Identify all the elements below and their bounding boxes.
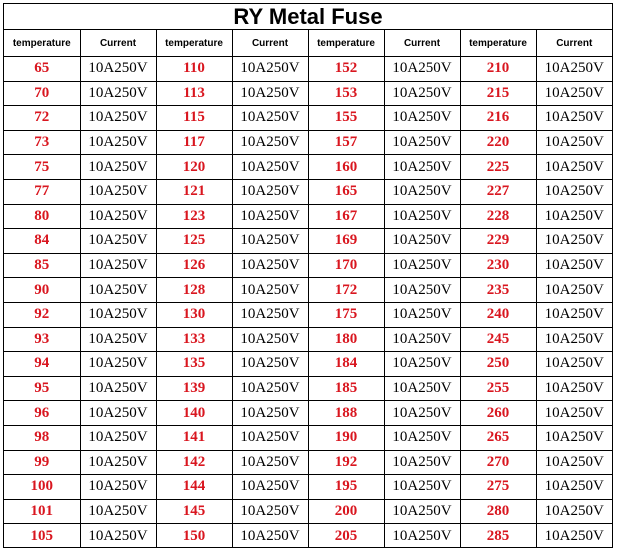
temperature-cell: 120 [156, 155, 232, 180]
temperature-cell: 192 [308, 450, 384, 475]
page-title: RY Metal Fuse [4, 4, 612, 30]
temperature-cell: 70 [4, 81, 80, 106]
temperature-cell: 94 [4, 352, 80, 377]
temperature-cell: 157 [308, 130, 384, 155]
current-cell: 10A250V [536, 204, 612, 229]
temperature-cell: 85 [4, 253, 80, 278]
current-cell: 10A250V [384, 106, 460, 131]
current-cell: 10A250V [80, 499, 156, 524]
current-cell: 10A250V [80, 327, 156, 352]
temperature-cell: 130 [156, 302, 232, 327]
current-cell: 10A250V [536, 327, 612, 352]
temperature-cell: 270 [460, 450, 536, 475]
temperature-cell: 117 [156, 130, 232, 155]
current-cell: 10A250V [232, 524, 308, 548]
current-cell: 10A250V [536, 253, 612, 278]
current-cell: 10A250V [232, 302, 308, 327]
temperature-cell: 121 [156, 179, 232, 204]
temperature-cell: 99 [4, 450, 80, 475]
temperature-cell: 110 [156, 57, 232, 82]
current-cell: 10A250V [384, 253, 460, 278]
current-cell: 10A250V [232, 179, 308, 204]
current-cell: 10A250V [384, 57, 460, 82]
temperature-header: temperature [156, 30, 232, 57]
table-row [4, 524, 612, 548]
table-row [4, 302, 612, 327]
current-cell: 10A250V [536, 155, 612, 180]
temperature-cell: 144 [156, 475, 232, 500]
current-cell: 10A250V [232, 106, 308, 131]
temperature-cell: 180 [308, 327, 384, 352]
current-cell: 10A250V [536, 179, 612, 204]
current-cell: 10A250V [536, 278, 612, 303]
current-cell: 10A250V [384, 450, 460, 475]
current-cell: 10A250V [384, 155, 460, 180]
temperature-cell: 227 [460, 179, 536, 204]
temperature-cell: 90 [4, 278, 80, 303]
current-cell: 10A250V [536, 401, 612, 426]
current-cell: 10A250V [536, 475, 612, 500]
current-cell: 10A250V [232, 155, 308, 180]
temperature-cell: 235 [460, 278, 536, 303]
temperature-cell: 188 [308, 401, 384, 426]
current-cell: 10A250V [536, 106, 612, 131]
temperature-cell: 228 [460, 204, 536, 229]
current-cell: 10A250V [536, 450, 612, 475]
current-cell: 10A250V [80, 376, 156, 401]
temperature-cell: 150 [156, 524, 232, 548]
temperature-cell: 215 [460, 81, 536, 106]
current-header: Current [536, 30, 612, 57]
current-cell: 10A250V [80, 278, 156, 303]
current-header: Current [384, 30, 460, 57]
current-cell: 10A250V [384, 524, 460, 548]
temperature-cell: 280 [460, 499, 536, 524]
temperature-cell: 152 [308, 57, 384, 82]
temperature-cell: 77 [4, 179, 80, 204]
current-cell: 10A250V [80, 450, 156, 475]
table-row [4, 179, 612, 204]
temperature-cell: 155 [308, 106, 384, 131]
table-row [4, 106, 612, 131]
current-cell: 10A250V [536, 81, 612, 106]
table-row [4, 376, 612, 401]
current-cell: 10A250V [80, 229, 156, 254]
temperature-cell: 172 [308, 278, 384, 303]
header-row [4, 30, 612, 57]
fuse-spec-sheet [3, 3, 613, 548]
current-cell: 10A250V [80, 179, 156, 204]
current-cell: 10A250V [232, 450, 308, 475]
temperature-cell: 184 [308, 352, 384, 377]
current-cell: 10A250V [80, 155, 156, 180]
current-cell: 10A250V [232, 253, 308, 278]
temperature-cell: 73 [4, 130, 80, 155]
temperature-cell: 93 [4, 327, 80, 352]
current-cell: 10A250V [384, 425, 460, 450]
temperature-cell: 123 [156, 204, 232, 229]
temperature-cell: 255 [460, 376, 536, 401]
temperature-cell: 169 [308, 229, 384, 254]
temperature-cell: 142 [156, 450, 232, 475]
temperature-cell: 140 [156, 401, 232, 426]
current-cell: 10A250V [536, 57, 612, 82]
current-cell: 10A250V [80, 425, 156, 450]
current-cell: 10A250V [384, 327, 460, 352]
temperature-cell: 230 [460, 253, 536, 278]
temperature-cell: 141 [156, 425, 232, 450]
temperature-cell: 250 [460, 352, 536, 377]
current-cell: 10A250V [536, 130, 612, 155]
temperature-cell: 200 [308, 499, 384, 524]
table-row [4, 475, 612, 500]
current-cell: 10A250V [384, 475, 460, 500]
temperature-cell: 175 [308, 302, 384, 327]
temperature-cell: 72 [4, 106, 80, 131]
current-cell: 10A250V [384, 352, 460, 377]
current-cell: 10A250V [80, 302, 156, 327]
table-row [4, 253, 612, 278]
temperature-cell: 101 [4, 499, 80, 524]
current-cell: 10A250V [80, 401, 156, 426]
temperature-cell: 205 [308, 524, 384, 548]
temperature-cell: 245 [460, 327, 536, 352]
table-row [4, 425, 612, 450]
current-cell: 10A250V [80, 204, 156, 229]
temperature-cell: 285 [460, 524, 536, 548]
temperature-cell: 160 [308, 155, 384, 180]
temperature-cell: 113 [156, 81, 232, 106]
temperature-cell: 220 [460, 130, 536, 155]
table-row [4, 401, 612, 426]
current-header: Current [80, 30, 156, 57]
table-row [4, 450, 612, 475]
temperature-cell: 225 [460, 155, 536, 180]
current-cell: 10A250V [80, 130, 156, 155]
table-row [4, 327, 612, 352]
temperature-cell: 185 [308, 376, 384, 401]
current-cell: 10A250V [80, 352, 156, 377]
temperature-cell: 275 [460, 475, 536, 500]
temperature-cell: 195 [308, 475, 384, 500]
temperature-cell: 229 [460, 229, 536, 254]
current-cell: 10A250V [384, 376, 460, 401]
temperature-cell: 139 [156, 376, 232, 401]
temperature-cell: 135 [156, 352, 232, 377]
current-cell: 10A250V [384, 229, 460, 254]
current-cell: 10A250V [536, 376, 612, 401]
temperature-cell: 216 [460, 106, 536, 131]
temperature-cell: 96 [4, 401, 80, 426]
temperature-header: temperature [4, 30, 80, 57]
temperature-cell: 126 [156, 253, 232, 278]
current-cell: 10A250V [232, 425, 308, 450]
temperature-cell: 167 [308, 204, 384, 229]
current-cell: 10A250V [384, 499, 460, 524]
current-cell: 10A250V [80, 106, 156, 131]
current-cell: 10A250V [536, 425, 612, 450]
table-row [4, 130, 612, 155]
current-cell: 10A250V [232, 475, 308, 500]
temperature-cell: 115 [156, 106, 232, 131]
current-cell: 10A250V [232, 499, 308, 524]
current-header: Current [232, 30, 308, 57]
current-cell: 10A250V [80, 524, 156, 548]
current-cell: 10A250V [232, 204, 308, 229]
current-cell: 10A250V [536, 524, 612, 548]
current-cell: 10A250V [232, 352, 308, 377]
temperature-cell: 100 [4, 475, 80, 500]
current-cell: 10A250V [232, 401, 308, 426]
table-row [4, 81, 612, 106]
temperature-cell: 265 [460, 425, 536, 450]
temperature-cell: 75 [4, 155, 80, 180]
current-cell: 10A250V [232, 278, 308, 303]
table-row [4, 229, 612, 254]
table-body [4, 57, 612, 548]
temperature-cell: 125 [156, 229, 232, 254]
current-cell: 10A250V [384, 130, 460, 155]
table-row [4, 57, 612, 82]
temperature-cell: 95 [4, 376, 80, 401]
current-cell: 10A250V [232, 57, 308, 82]
current-cell: 10A250V [384, 302, 460, 327]
temperature-cell: 133 [156, 327, 232, 352]
table-row [4, 352, 612, 377]
current-cell: 10A250V [384, 278, 460, 303]
temperature-cell: 260 [460, 401, 536, 426]
temperature-cell: 153 [308, 81, 384, 106]
temperature-cell: 190 [308, 425, 384, 450]
current-cell: 10A250V [384, 81, 460, 106]
current-cell: 10A250V [80, 253, 156, 278]
temperature-cell: 98 [4, 425, 80, 450]
temperature-cell: 105 [4, 524, 80, 548]
temperature-cell: 92 [4, 302, 80, 327]
fuse-spec-table [4, 30, 612, 548]
current-cell: 10A250V [384, 401, 460, 426]
current-cell: 10A250V [232, 229, 308, 254]
current-cell: 10A250V [232, 327, 308, 352]
current-cell: 10A250V [232, 130, 308, 155]
table-row [4, 499, 612, 524]
current-cell: 10A250V [536, 229, 612, 254]
temperature-cell: 128 [156, 278, 232, 303]
current-cell: 10A250V [536, 499, 612, 524]
temperature-header: temperature [308, 30, 384, 57]
current-cell: 10A250V [80, 57, 156, 82]
current-cell: 10A250V [536, 302, 612, 327]
current-cell: 10A250V [80, 475, 156, 500]
table-row [4, 155, 612, 180]
temperature-cell: 65 [4, 57, 80, 82]
temperature-cell: 210 [460, 57, 536, 82]
temperature-header: temperature [460, 30, 536, 57]
current-cell: 10A250V [384, 204, 460, 229]
temperature-cell: 80 [4, 204, 80, 229]
current-cell: 10A250V [384, 179, 460, 204]
table-row [4, 204, 612, 229]
temperature-cell: 84 [4, 229, 80, 254]
temperature-cell: 145 [156, 499, 232, 524]
current-cell: 10A250V [232, 81, 308, 106]
current-cell: 10A250V [536, 352, 612, 377]
temperature-cell: 240 [460, 302, 536, 327]
current-cell: 10A250V [80, 81, 156, 106]
table-row [4, 278, 612, 303]
temperature-cell: 170 [308, 253, 384, 278]
current-cell: 10A250V [232, 376, 308, 401]
temperature-cell: 165 [308, 179, 384, 204]
